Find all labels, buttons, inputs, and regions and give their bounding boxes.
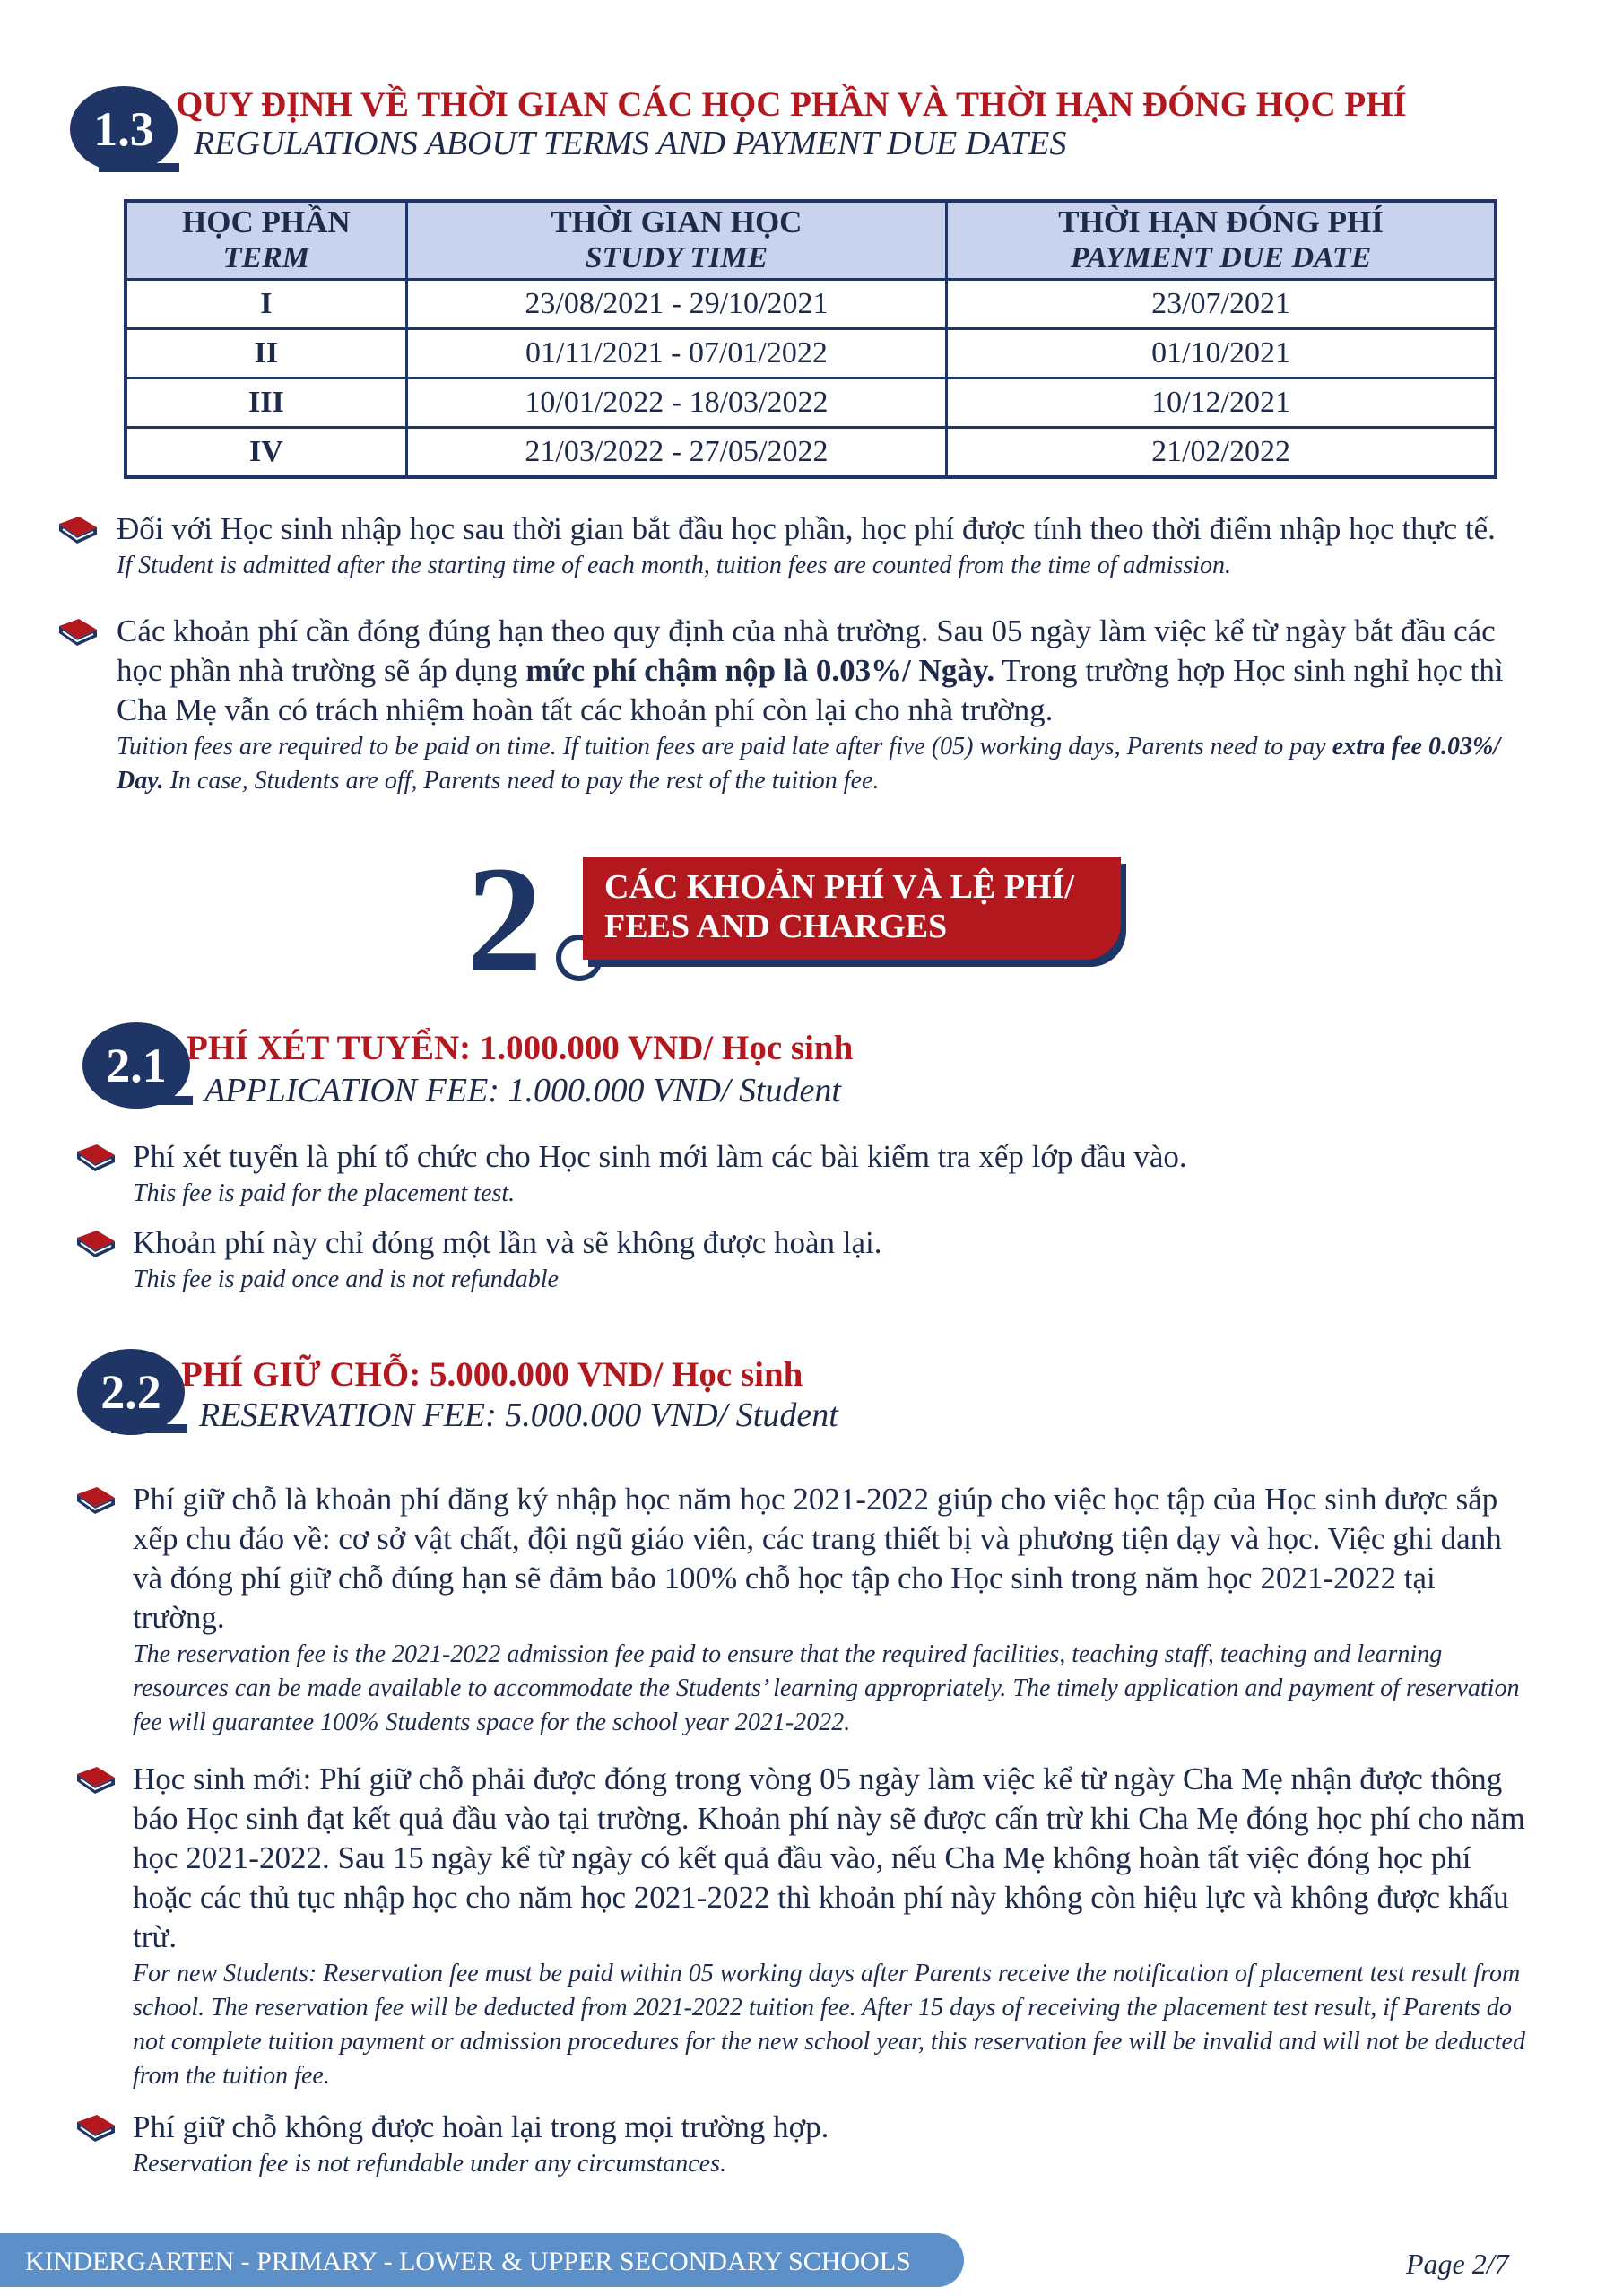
list-item xyxy=(74,2108,1526,2181)
cell-term: III xyxy=(126,378,406,428)
item-text-en: This fee is paid once and is not refundable xyxy=(133,1265,559,1293)
list-item xyxy=(74,1760,1526,2093)
section-number: 2.1 xyxy=(106,1039,167,1092)
section-title-vn: QUY ĐỊNH VỀ THỜI GIAN CÁC HỌC PHẦN VÀ THỜI HẠN ĐÓNG HỌC PHÍ xyxy=(176,85,1407,124)
table-row xyxy=(126,280,1496,329)
table-row xyxy=(126,378,1496,428)
item-text-vn: Phí giữ chỗ không được hoàn lại trong mọi trường hợp. xyxy=(133,2109,829,2144)
item-text-en: For new Students: Reservation fee must be paid within 05 working days after Parents receive the notification of placement test result from school. The reservation fee will be deducted from 2021-2022 tuition fee. After 15 days of receiving the placement test result, if Parents do not complete tuition payment or admission procedures for the new school year, this reservation fee will be invalid and will not be deducted from the tuition fee. xyxy=(133,1960,1525,2090)
badge-underline xyxy=(99,163,179,172)
cell-term: II xyxy=(126,329,406,378)
section-title-en: APPLICATION FEE: 1.000.000 VND/ Student xyxy=(204,1072,841,1109)
terms-table xyxy=(124,199,1497,479)
item-text-en: The reservation fee is the 2021-2022 admission fee paid to ensure that the required facilities, teaching staff, teaching and learning resources can be made available to accommodate the Students’ learning appropriately. The timely application and payment of reservation fee will guarantee 100% Students space for the school year 2021-2022. xyxy=(133,1640,1520,1736)
cell-study-time: 23/08/2021 - 29/10/2021 xyxy=(406,280,946,329)
section-number: 1.3 xyxy=(93,102,154,156)
note-text-vn: Đối với Học sinh nhập học sau thời gian bắt đầu học phần, học phí được tính theo thời điểm nhập học thực tế. xyxy=(117,511,1496,546)
table-row xyxy=(126,428,1496,478)
cell-due-date: 10/12/2021 xyxy=(947,378,1496,428)
book-icon xyxy=(74,2113,118,2145)
table-row xyxy=(126,329,1496,378)
cell-due-date: 23/07/2021 xyxy=(947,280,1496,329)
book-icon xyxy=(74,1143,118,1175)
header-study-time: THỜI GIAN HỌC STUDY TIME xyxy=(406,201,946,280)
book-icon xyxy=(74,1229,118,1261)
page-number: Page 2/7 xyxy=(1406,2248,1509,2280)
section-title-en: RESERVATION FEE: 5.000.000 VND/ Student xyxy=(199,1396,838,1434)
badge-underline xyxy=(111,1424,187,1433)
cell-study-time: 01/11/2021 - 07/01/2022 xyxy=(406,329,946,378)
table-header-row xyxy=(126,201,1496,280)
cell-due-date: 21/02/2022 xyxy=(947,428,1496,478)
item-text-vn: Phí giữ chỗ là khoản phí đăng ký nhập học năm học 2021-2022 giúp cho việc học tập của Học sinh được sắp xếp chu đáo về: cơ sở vật chất, đội ngũ giáo viên, các trang thiết bị và phương tiện dạy và học. Việc ghi danh và đóng phí giữ chỗ đúng hạn sẽ đảm bảo 100% chỗ học tập cho Học sinh trong năm học 2021-2022 tại trường. xyxy=(133,1482,1502,1635)
section-title-en: REGULATIONS ABOUT TERMS AND PAYMENT DUE DATES xyxy=(194,125,1067,162)
section-number-large: 2 xyxy=(466,835,542,1004)
book-icon xyxy=(74,1485,118,1518)
header-payment-due: THỜI HẠN ĐÓNG PHÍ PAYMENT DUE DATE xyxy=(947,201,1496,280)
cell-term: I xyxy=(126,280,406,329)
banner-title-vn: CÁC KHOẢN PHÍ VÀ LỆ PHÍ/ xyxy=(604,868,1074,906)
cell-term: IV xyxy=(126,428,406,478)
section-badge xyxy=(70,86,178,172)
section-title-vn: PHÍ GIỮ CHỖ: 5.000.000 VND/ Học sinh xyxy=(181,1355,803,1394)
note-text-en: Tuition fees are required to be paid on time. If tuition fees are paid late after five (05) working days, Parents need to pay extra fee 0.03%/ Day. In case, Students are off, Parents need to pay the rest of the tuition fee. xyxy=(117,733,1501,795)
section-number: 2.2 xyxy=(100,1365,161,1419)
item-text-vn: Phí xét tuyển là phí tổ chức cho Học sinh mới làm các bài kiểm tra xếp lớp đầu vào. xyxy=(133,1139,1187,1174)
item-text-vn: Khoản phí này chỉ đóng một lần và sẽ không được hoàn lại. xyxy=(133,1225,882,1260)
list-item xyxy=(74,1137,1508,1211)
book-icon xyxy=(56,617,100,649)
book-icon xyxy=(74,1765,118,1797)
banner-title-en: FEES AND CHARGES xyxy=(604,908,948,945)
footer-schools: KINDERGARTEN - PRIMARY - LOWER & UPPER SECONDARY SCHOOLS xyxy=(25,2247,911,2276)
badge-underline xyxy=(117,1096,193,1105)
section-title-vn: PHÍ XÉT TUYỂN: 1.000.000 VND/ Học sinh xyxy=(187,1029,854,1067)
item-text-en: Reservation fee is not refundable under any circumstances. xyxy=(133,2150,726,2178)
item-text-vn: Học sinh mới: Phí giữ chỗ phải được đóng trong vòng 05 ngày làm việc kể từ ngày Cha Mẹ nhận được thông báo Học sinh đạt kết quả đầu vào tại trường. Khoản phí này sẽ được cấn trừ khi Cha Mẹ đóng học phí cho năm học 2021-2022. Sau 15 ngày kể từ ngày có kết quả đầu vào, nếu Cha Mẹ không hoàn tất việc đóng học phí hoặc các thủ tục nhập học cho năm học 2021-2022 thì khoản phí này không còn hiệu lực và không được khấu trừ. xyxy=(133,1761,1525,1954)
book-icon xyxy=(56,515,100,547)
cell-due-date: 01/10/2021 xyxy=(947,329,1496,378)
item-text-en: This fee is paid for the placement test. xyxy=(133,1179,516,1207)
cell-study-time: 10/01/2022 - 18/03/2022 xyxy=(406,378,946,428)
note-late-fee xyxy=(56,612,1508,798)
section-banner xyxy=(583,857,1121,960)
note-text-en: If Student is admitted after the starting time of each month, tuition fees are counted from the time of admission. xyxy=(117,552,1232,579)
header-term: HỌC PHẦN TERM xyxy=(126,201,406,280)
cell-study-time: 21/03/2022 - 27/05/2022 xyxy=(406,428,946,478)
list-item xyxy=(74,1223,1508,1297)
note-text-vn: Các khoản phí cần đóng đúng hạn theo quy định của nhà trường. Sau 05 ngày làm việc kể từ ngày bắt đầu các học phần nhà trường sẽ áp dụng mức phí chậm nộp là 0.03%/ Ngày. Trong trường hợp Học sinh nghỉ học thì Cha Mẹ vẫn có trách nhiệm hoàn tất các khoản phí còn lại cho nhà trường. xyxy=(117,613,1504,727)
section-badge xyxy=(77,1349,185,1435)
list-item xyxy=(74,1480,1526,1740)
note-late-admission xyxy=(56,509,1562,583)
